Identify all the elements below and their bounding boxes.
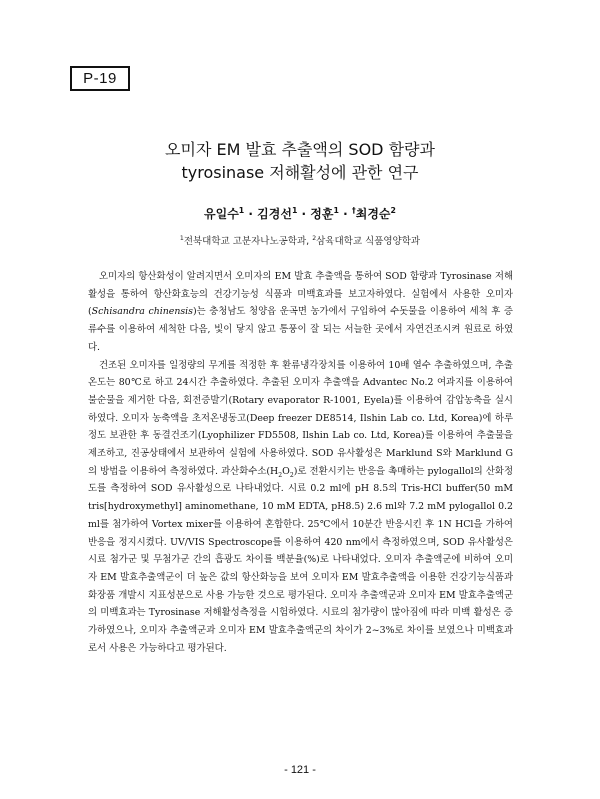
author-separator: · <box>338 207 352 221</box>
affiliation: $^1$전북대학교 고분자나노공학과, <box>179 234 313 247</box>
abstract-paragraph: 건조된 오미자를 일정량의 무게를 적정한 후 환류냉각장치를 이용하여 10배 열수 추출하였으며, 추출온도는 80℃로 하고 24시간 추출하였다. 추출된 오미자 추출액을 Advantec No.2 여과지를 이용하여 불순물을 제거한 다음, 회전증발기(Rotary evaporator R-1001, Eyela)를 이용하여 감압농축을 실시하였다. 오미자 농축액을 초저온냉동고(Deep freezer DE8514, Ilshin Lab co. Ltd, Korea)에 하루 정도 보관한 후 동결건조기(Lyophilizer FD5508, Ilshin Lab co. Ltd, Korea)를 이용하여 추출물을 제조하고, 진공상태에서 보관하여 실험에 사용하였다. SOD 유사활성은 Marklund S와 Marklund G의 방법을 이용하여 측정하였다. 과산화수소$(H_2O_2)$로 전환시키는 반응을 촉매하는 pylogallol의 산화정도를 측정하여 SOD 유사활성으로 나타내었다. 시료 0.2 ml에 pH 8.5의 Tris-HCl buffer(50 mM tris[hydroxymethyl] aminomethane, 10 mM EDTA, pH8.5) 2.6 ml와 7.2 mM pylogallol 0.2 ml를 첨가하여 Vortex mixer를 이용하여 혼합한다. 25℃에서 10분간 반응시킨 후 1N HCl을 가하여 반응을 정지시켰다. UV/VIS Spectroscope를 이용하여 420 nm에서 측정하였으며, SOD 유사활성은 시료 첨가군 및 무첨가군 간의 흡광도 차이를 백분율(%)로 나타내었다. 오미자 추출액군에 비하여 오미자 EM 발효추출액군이 더 높은 값의 항산화능을 보여 오미자 EM 발효추출액을 이용한 건강기능식품과 화장품 개발시 지표성분으로 사용 가능한 것으로 평가된다. 오미자 추출액군과 오미자 EM 발효추출액군의 미백효과는 Tyrosinase 저해활성측정을 시험하였다. 시료의 첨가량이 많아짐에 따라 미백 활성은 증가하였으나, 오미자 추출액군과 오미자 EM 발효추출액군의 차이가 2~3%로 차이를 보였으나 미백효과로서 사용은 가능하다고 평가된다. <box>88 359 513 654</box>
title-line-2: tyrosinase 저해활성에 관한 연구 <box>181 163 419 182</box>
author-separator: · <box>297 207 311 221</box>
abstract-paragraph: 오미자의 항산화성이 알려지면서 오미자의 EM 발효 추출액을 통하여 SOD 함량과 Tyrosinase 저해활성을 통하여 항산화효능의 건강기능성 식품과 미백효과를 보고자하였다. 실험에서 사용한 오미자(Schisandra chinensis)는 충청남도 청양읍 운곡면 농가에서 구입하여 수돗물을 이용하여 세척 후 증류수를 이용하여 세척한 다음, 빛이 닿지 않고 통풍이 잘 되는 서늘한 곳에서 자연건조시켜 원료로 하였다. <box>88 271 513 353</box>
author-list <box>0 205 600 222</box>
page-number: - 121 - <box>284 764 316 776</box>
affiliations <box>0 233 600 247</box>
author-separator: · <box>244 207 258 221</box>
title-line-1: 오미자 EM 발효 추출액의 SOD 함량과 <box>165 140 435 159</box>
author: 정훈$^1$ <box>310 206 339 221</box>
poster-number: P-19 <box>83 70 117 87</box>
poster-number-box <box>70 66 130 91</box>
abstract-body <box>88 268 513 657</box>
author: 유일수$^1$ <box>204 206 245 221</box>
author: 김경선$^1$ <box>257 206 298 221</box>
corresponding-author: †최경순$^2$ <box>351 206 396 221</box>
affiliation: $^2$삼육대학교 식품영양학과 <box>312 234 421 247</box>
